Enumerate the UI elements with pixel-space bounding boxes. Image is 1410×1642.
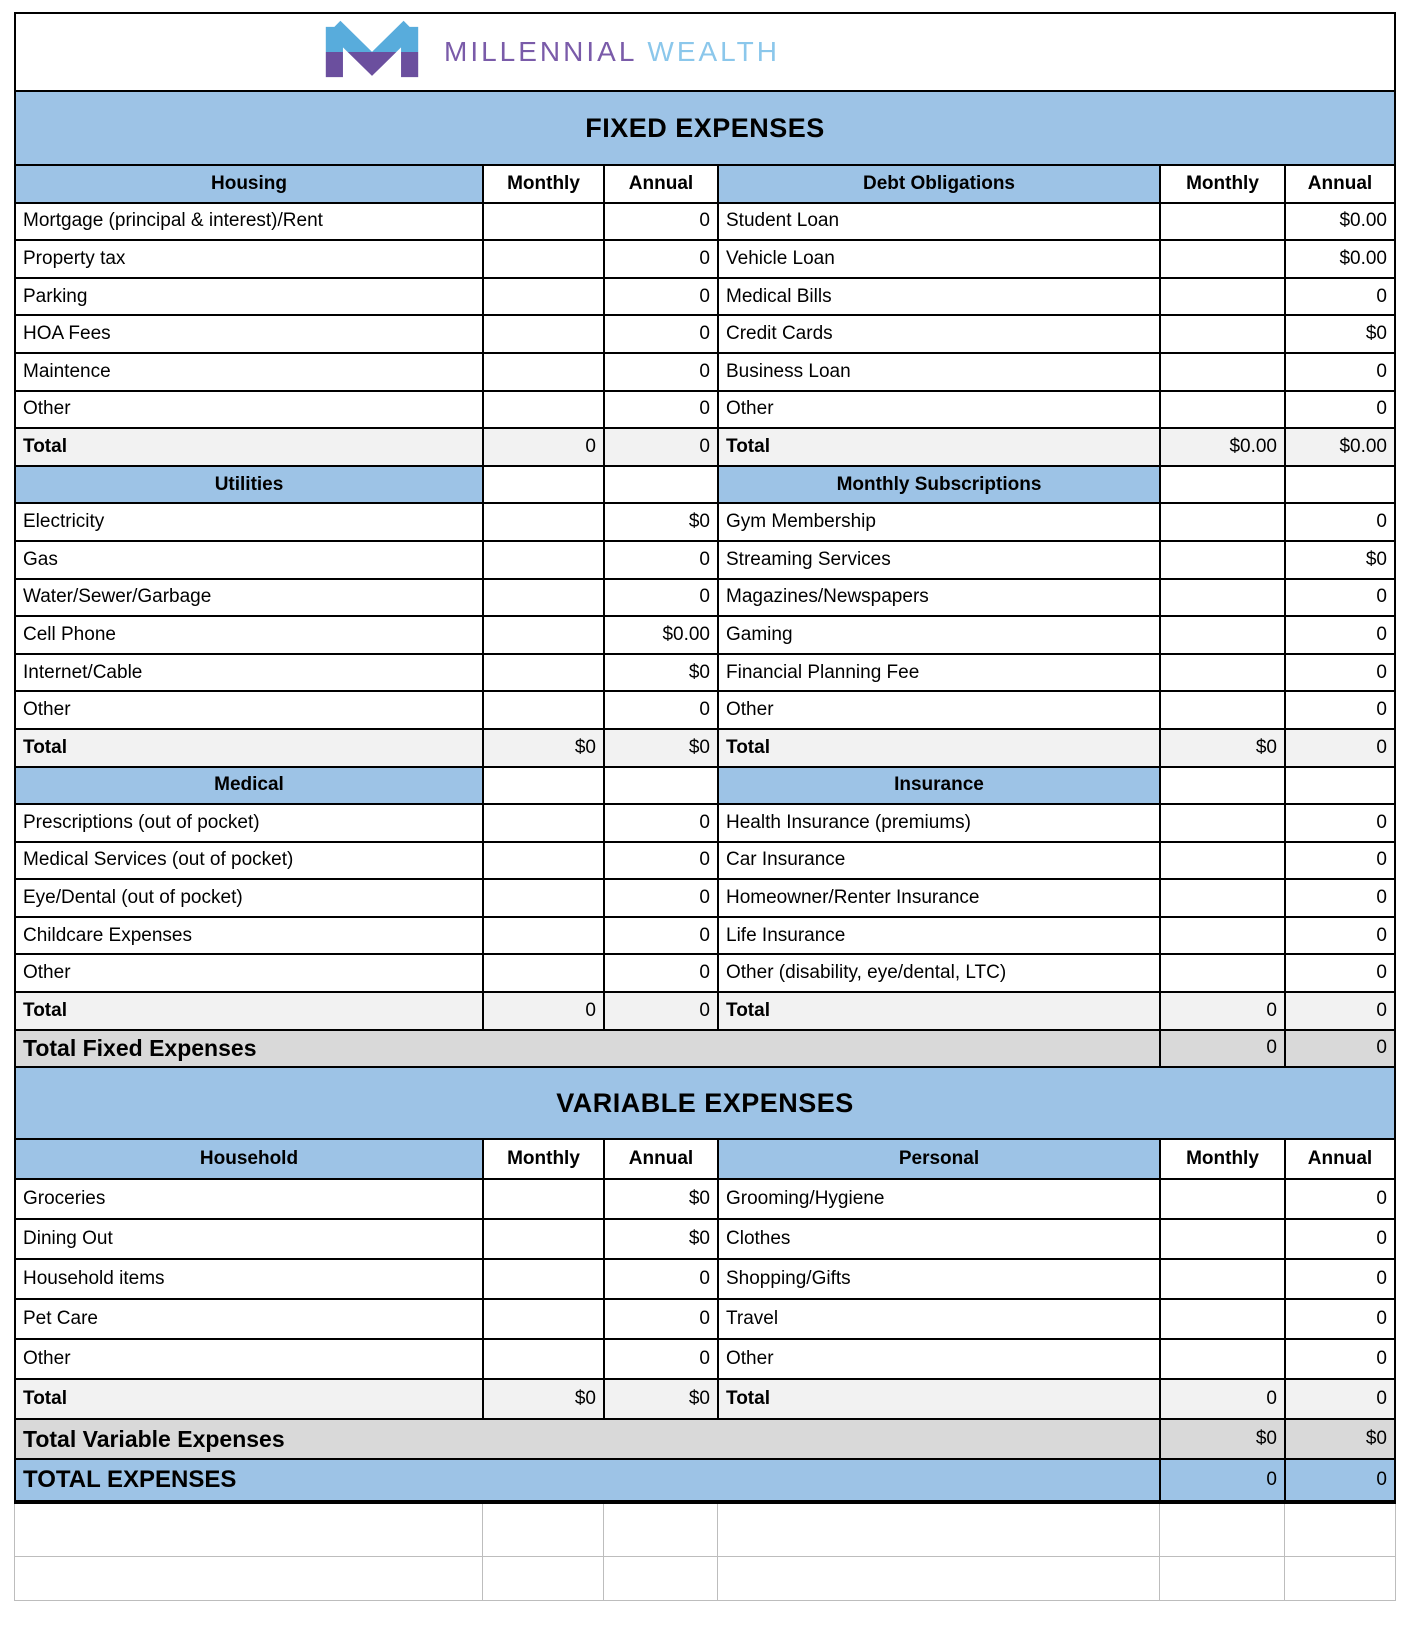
column-header-annual-cell: Annual: [1286, 166, 1394, 204]
subtotal-annual-cell: $0.00: [1286, 429, 1394, 467]
annual-value-cell: 0: [605, 805, 719, 843]
row-label-cell: Gym Membership: [719, 504, 1161, 542]
table-row: [16, 504, 1394, 542]
grand-total-annual-cell: 0: [1286, 1031, 1394, 1069]
monthly-value-cell: [1161, 1180, 1286, 1220]
table-row: [16, 1220, 1394, 1260]
empty-cell: [1285, 1504, 1396, 1557]
annual-value-cell: 0: [1286, 955, 1394, 993]
annual-value-cell: 0: [605, 1340, 719, 1380]
table-row: [16, 843, 1394, 881]
subtotal-monthly-cell: 0: [484, 993, 605, 1031]
brand-wordmark: [444, 36, 780, 68]
row-label-cell: Gas: [16, 542, 484, 580]
monthly-value-cell: [1161, 354, 1286, 392]
monthly-value-cell: [484, 204, 605, 242]
section-title-cell: Utilities: [16, 467, 484, 505]
variable-expenses-banner: VARIABLE EXPENSES: [16, 1068, 1394, 1140]
row-label-cell: Other (disability, eye/dental, LTC): [719, 955, 1161, 993]
total-expenses-monthly-cell: 0: [1161, 1460, 1286, 1502]
empty-cell: [1285, 1557, 1396, 1601]
annual-value-cell: 0: [1286, 880, 1394, 918]
row-label-cell: Electricity: [16, 504, 484, 542]
table-row: [16, 1300, 1394, 1340]
section-title-cell: Medical: [16, 768, 484, 806]
grand-total-label-cell: Total Variable Expenses: [16, 1420, 1161, 1460]
section-title-cell: Insurance: [719, 768, 1161, 806]
subtotal-label-cell: Total: [16, 993, 484, 1031]
annual-value-cell: 0: [1286, 1300, 1394, 1340]
row-label-cell: Other: [719, 392, 1161, 430]
row-label-cell: Childcare Expenses: [16, 918, 484, 956]
column-header-monthly-cell: Monthly: [1161, 166, 1286, 204]
subtotal-monthly-cell: $0: [1161, 730, 1286, 768]
subtotal-label-cell: Total: [719, 1380, 1161, 1420]
annual-value-cell: 0: [605, 316, 719, 354]
total-variable-expenses-row: [16, 1420, 1394, 1460]
annual-value-cell: 0: [605, 354, 719, 392]
monthly-value-cell: [1161, 880, 1286, 918]
row-label-cell: Internet/Cable: [16, 655, 484, 693]
monthly-value-cell: [484, 1260, 605, 1300]
row-label-cell: Parking: [16, 279, 484, 317]
annual-value-cell: 0: [1286, 805, 1394, 843]
empty-cell: [483, 1504, 604, 1557]
annual-value-cell: $0: [605, 655, 719, 693]
subtotal-label-cell: Total: [719, 429, 1161, 467]
annual-value-cell: $0: [605, 1220, 719, 1260]
row-label-cell: Other: [719, 692, 1161, 730]
fixed-expenses-rows: [16, 166, 1394, 1031]
row-label-cell: Car Insurance: [719, 843, 1161, 881]
grand-total-annual-cell: $0: [1286, 1420, 1394, 1460]
table-row: [16, 993, 1394, 1031]
expense-table: [14, 12, 1396, 1504]
row-label-cell: Life Insurance: [719, 918, 1161, 956]
monthly-value-cell: [1161, 392, 1286, 430]
monthly-value-cell: [484, 354, 605, 392]
row-label-cell: Maintence: [16, 354, 484, 392]
monthly-value-cell: [1161, 655, 1286, 693]
table-row: [16, 354, 1394, 392]
section-title-cell: Household: [16, 1140, 484, 1180]
row-label-cell: Other: [16, 1340, 484, 1380]
monthly-value-cell: [484, 542, 605, 580]
row-label-cell: Property tax: [16, 241, 484, 279]
row-label-cell: Health Insurance (premiums): [719, 805, 1161, 843]
table-row: [16, 955, 1394, 993]
table-row: [16, 692, 1394, 730]
table-row: [16, 467, 1394, 505]
subtotal-annual-cell: 0: [605, 993, 719, 1031]
empty-grid-rows: [14, 1504, 1396, 1601]
annual-value-cell: 0: [1286, 580, 1394, 618]
row-label-cell: Groceries: [16, 1180, 484, 1220]
monthly-value-cell: [1161, 504, 1286, 542]
column-header-annual-cell: Annual: [605, 166, 719, 204]
annual-value-cell: 0: [605, 843, 719, 881]
annual-value-cell: 0: [1286, 354, 1394, 392]
logo-row: [16, 14, 1394, 92]
subtotal-annual-cell: 0: [605, 429, 719, 467]
empty-row: [15, 1557, 1396, 1601]
annual-value-cell: $0: [1286, 316, 1394, 354]
monthly-value-cell: [484, 918, 605, 956]
table-row: [16, 655, 1394, 693]
row-label-cell: Magazines/Newspapers: [719, 580, 1161, 618]
column-header-annual-cell: [1286, 467, 1394, 505]
table-row: [16, 392, 1394, 430]
annual-value-cell: 0: [1286, 918, 1394, 956]
brand-name-wealth: WEALTH: [647, 36, 781, 67]
empty-cell: [1160, 1557, 1285, 1601]
annual-value-cell: 0: [605, 542, 719, 580]
table-row: [16, 1140, 1394, 1180]
table-row: [16, 1340, 1394, 1380]
row-label-cell: Eye/Dental (out of pocket): [16, 880, 484, 918]
annual-value-cell: 0: [1286, 843, 1394, 881]
annual-value-cell: 0: [605, 392, 719, 430]
subtotal-label-cell: Total: [16, 1380, 484, 1420]
row-label-cell: Water/Sewer/Garbage: [16, 580, 484, 618]
subtotal-label-cell: Total: [16, 730, 484, 768]
annual-value-cell: 0: [1286, 1220, 1394, 1260]
table-row: [16, 617, 1394, 655]
row-label-cell: Business Loan: [719, 354, 1161, 392]
row-label-cell: Student Loan: [719, 204, 1161, 242]
monthly-value-cell: [1161, 542, 1286, 580]
column-header-monthly-cell: Monthly: [484, 166, 605, 204]
subtotal-annual-cell: $0: [605, 1380, 719, 1420]
annual-value-cell: 0: [1286, 504, 1394, 542]
empty-cell: [604, 1557, 718, 1601]
row-label-cell: Cell Phone: [16, 617, 484, 655]
row-label-cell: Credit Cards: [719, 316, 1161, 354]
monthly-value-cell: [1161, 918, 1286, 956]
annual-value-cell: 0: [605, 955, 719, 993]
annual-value-cell: 0: [1286, 692, 1394, 730]
annual-value-cell: $0: [1286, 542, 1394, 580]
monthly-value-cell: [484, 955, 605, 993]
annual-value-cell: 0: [605, 918, 719, 956]
column-header-annual-cell: Annual: [1286, 1140, 1394, 1180]
monthly-value-cell: [1161, 805, 1286, 843]
row-label-cell: Other: [16, 692, 484, 730]
subtotal-label-cell: Total: [16, 429, 484, 467]
annual-value-cell: $0.00: [605, 617, 719, 655]
row-label-cell: Medical Services (out of pocket): [16, 843, 484, 881]
table-row: [16, 279, 1394, 317]
subtotal-label-cell: Total: [719, 730, 1161, 768]
annual-value-cell: 0: [1286, 1340, 1394, 1380]
empty-cell: [718, 1557, 1160, 1601]
section-title-cell: Monthly Subscriptions: [719, 467, 1161, 505]
total-expenses-annual-cell: 0: [1286, 1460, 1394, 1502]
annual-value-cell: 0: [1286, 655, 1394, 693]
row-label-cell: Household items: [16, 1260, 484, 1300]
column-header-monthly-cell: Monthly: [1161, 1140, 1286, 1180]
row-label-cell: Grooming/Hygiene: [719, 1180, 1161, 1220]
row-label-cell: Other: [16, 392, 484, 430]
subtotal-monthly-cell: 0: [1161, 993, 1286, 1031]
subtotal-annual-cell: 0: [1286, 1380, 1394, 1420]
subtotal-annual-cell: 0: [1286, 730, 1394, 768]
subtotal-annual-cell: $0: [605, 730, 719, 768]
empty-cell: [483, 1557, 604, 1601]
monthly-value-cell: [484, 655, 605, 693]
monthly-value-cell: [484, 880, 605, 918]
annual-value-cell: 0: [1286, 1260, 1394, 1300]
annual-value-cell: $0: [605, 504, 719, 542]
variable-expenses-rows: [16, 1140, 1394, 1420]
empty-cell: [604, 1504, 718, 1557]
monthly-value-cell: [1161, 1340, 1286, 1380]
subtotal-label-cell: Total: [719, 993, 1161, 1031]
monthly-value-cell: [484, 617, 605, 655]
annual-value-cell: 0: [605, 692, 719, 730]
monthly-value-cell: [1161, 241, 1286, 279]
annual-value-cell: 0: [605, 580, 719, 618]
monthly-value-cell: [484, 504, 605, 542]
monthly-value-cell: [1161, 843, 1286, 881]
row-label-cell: Shopping/Gifts: [719, 1260, 1161, 1300]
column-header-annual-cell: [605, 768, 719, 806]
annual-value-cell: 0: [605, 880, 719, 918]
table-row: [16, 805, 1394, 843]
monthly-value-cell: [1161, 1300, 1286, 1340]
subtotal-monthly-cell: $0: [484, 730, 605, 768]
column-header-monthly-cell: [484, 467, 605, 505]
table-row: [16, 768, 1394, 806]
monthly-value-cell: [1161, 692, 1286, 730]
annual-value-cell: 0: [1286, 392, 1394, 430]
row-label-cell: Travel: [719, 1300, 1161, 1340]
column-header-monthly-cell: Monthly: [484, 1140, 605, 1180]
monthly-value-cell: [1161, 617, 1286, 655]
annual-value-cell: 0: [1286, 1180, 1394, 1220]
millennial-wealth-logo-icon: [316, 19, 428, 85]
row-label-cell: Mortgage (principal & interest)/Rent: [16, 204, 484, 242]
monthly-value-cell: [1161, 279, 1286, 317]
table-row: [16, 241, 1394, 279]
fixed-expenses-banner: FIXED EXPENSES: [16, 92, 1394, 166]
total-expenses-label-cell: TOTAL EXPENSES: [16, 1460, 1161, 1502]
column-header-annual-cell: [1286, 768, 1394, 806]
column-header-monthly-cell: [484, 768, 605, 806]
column-header-annual-cell: [605, 467, 719, 505]
annual-value-cell: 0: [1286, 279, 1394, 317]
column-header-monthly-cell: [1161, 467, 1286, 505]
table-row: [16, 316, 1394, 354]
row-label-cell: Prescriptions (out of pocket): [16, 805, 484, 843]
annual-value-cell: 0: [605, 1300, 719, 1340]
table-row: [16, 880, 1394, 918]
table-row: [16, 1180, 1394, 1220]
section-title-cell: Housing: [16, 166, 484, 204]
row-label-cell: Vehicle Loan: [719, 241, 1161, 279]
row-label-cell: Medical Bills: [719, 279, 1161, 317]
subtotal-monthly-cell: 0: [1161, 1380, 1286, 1420]
total-expenses-row: [16, 1460, 1394, 1502]
row-label-cell: Homeowner/Renter Insurance: [719, 880, 1161, 918]
annual-value-cell: $0.00: [1286, 204, 1394, 242]
empty-cell: [718, 1504, 1160, 1557]
annual-value-cell: $0.00: [1286, 241, 1394, 279]
monthly-value-cell: [484, 692, 605, 730]
table-row: [16, 918, 1394, 956]
monthly-value-cell: [1161, 580, 1286, 618]
empty-cell: [15, 1557, 483, 1601]
row-label-cell: Dining Out: [16, 1220, 484, 1260]
table-row: [16, 580, 1394, 618]
monthly-value-cell: [484, 241, 605, 279]
section-title-cell: Debt Obligations: [719, 166, 1161, 204]
table-row: [16, 730, 1394, 768]
subtotal-monthly-cell: 0: [484, 429, 605, 467]
monthly-value-cell: [484, 316, 605, 354]
monthly-value-cell: [484, 843, 605, 881]
subtotal-monthly-cell: $0: [484, 1380, 605, 1420]
monthly-value-cell: [484, 1300, 605, 1340]
column-header-monthly-cell: [1161, 768, 1286, 806]
grand-total-monthly-cell: 0: [1161, 1031, 1286, 1069]
row-label-cell: Financial Planning Fee: [719, 655, 1161, 693]
section-title-cell: Personal: [719, 1140, 1161, 1180]
brand-name-millennial: MILLENNIAL: [444, 36, 638, 67]
row-label-cell: Clothes: [719, 1220, 1161, 1260]
monthly-value-cell: [1161, 204, 1286, 242]
row-label-cell: Other: [16, 955, 484, 993]
monthly-value-cell: [1161, 316, 1286, 354]
empty-cell: [1160, 1504, 1285, 1557]
annual-value-cell: 0: [605, 204, 719, 242]
annual-value-cell: 0: [605, 1260, 719, 1300]
empty-row: [15, 1504, 1396, 1557]
grand-total-monthly-cell: $0: [1161, 1420, 1286, 1460]
monthly-value-cell: [484, 392, 605, 430]
column-header-annual-cell: Annual: [605, 1140, 719, 1180]
monthly-value-cell: [484, 1220, 605, 1260]
table-row: [16, 204, 1394, 242]
row-label-cell: Gaming: [719, 617, 1161, 655]
monthly-value-cell: [1161, 955, 1286, 993]
row-label-cell: Other: [719, 1340, 1161, 1380]
row-label-cell: HOA Fees: [16, 316, 484, 354]
monthly-value-cell: [1161, 1260, 1286, 1300]
table-row: [16, 1260, 1394, 1300]
monthly-value-cell: [1161, 1220, 1286, 1260]
annual-value-cell: 0: [605, 241, 719, 279]
grand-total-label-cell: Total Fixed Expenses: [16, 1031, 1161, 1069]
subtotal-annual-cell: 0: [1286, 993, 1394, 1031]
table-row: [16, 166, 1394, 204]
monthly-value-cell: [484, 279, 605, 317]
subtotal-monthly-cell: $0.00: [1161, 429, 1286, 467]
monthly-value-cell: [484, 1340, 605, 1380]
empty-cell: [15, 1504, 483, 1557]
annual-value-cell: 0: [1286, 617, 1394, 655]
total-fixed-expenses-row: [16, 1031, 1394, 1069]
table-row: [16, 429, 1394, 467]
monthly-value-cell: [484, 805, 605, 843]
table-row: [16, 1380, 1394, 1420]
monthly-value-cell: [484, 580, 605, 618]
annual-value-cell: 0: [605, 279, 719, 317]
annual-value-cell: $0: [605, 1180, 719, 1220]
row-label-cell: Streaming Services: [719, 542, 1161, 580]
row-label-cell: Pet Care: [16, 1300, 484, 1340]
monthly-value-cell: [484, 1180, 605, 1220]
table-row: [16, 542, 1394, 580]
